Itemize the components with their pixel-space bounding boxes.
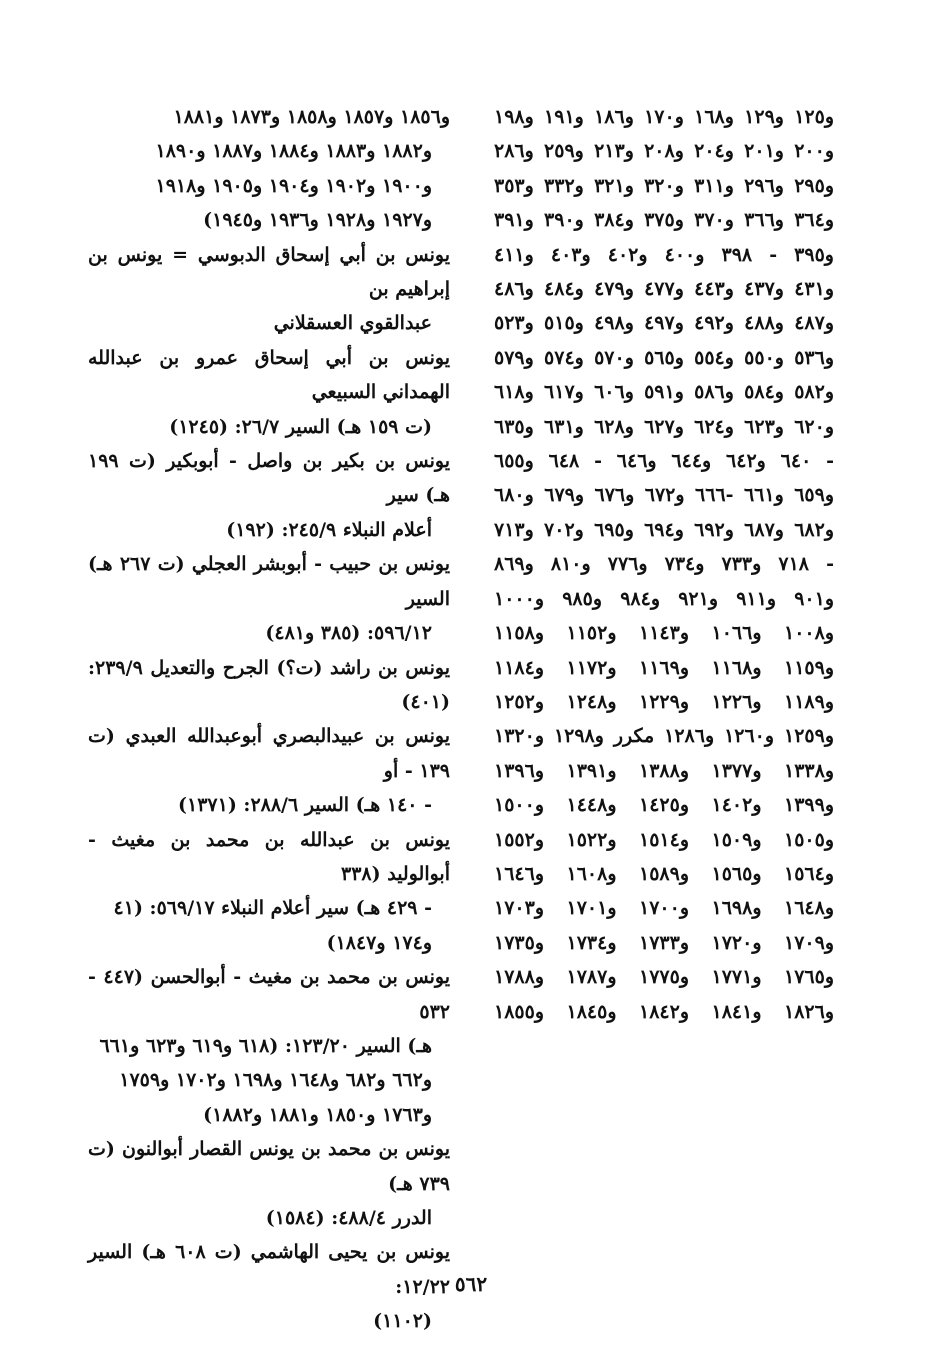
reference-line: و١١٨٩ و١٢٢٦ و١٢٢٩ و١٢٤٨ و١٢٥٢ [494,690,835,713]
reference-line: و١٣٣٨ و١٣٧٧ و١٣٨٨ و١٣٩١ و١٣٩٦ [494,759,835,782]
page-number: ٥٦٢ [454,1272,488,1296]
entry-continuation: و١٧٤ و١٨٤٧) [326,931,432,954]
reference-line: و١٥٦٤ و١٥٦٥ و١٥٨٩ و١٦٠٨ و١٦٤٦ [494,862,835,885]
reference-line: و٢٠٠ و٢٠١ و٢٠٤ و٢٠٨ و٢١٣ و٢٥٩ و٢٨٦ [494,140,834,163]
index-entry [88,238,450,341]
entry-heading: يونس بن أبي إسحاق الدبوسي = يونس بن إبراهيم بن [88,243,450,301]
entry-heading: يونس بن راشد (ت؟) الجرح والتعديل ٢٣٩/٩: (٤٠١) [88,656,450,713]
index-entry [88,100,450,238]
index-entry [88,823,450,961]
reference-line: و١٥٠٥ و١٥٠٩ و١٥١٤ و١٥٢٢ و١٥٥٢ [494,828,835,851]
entry-continuation: (ت ١٥٩ هـ) السير ٢٦/٧: (١٢٤٥) [169,415,432,438]
reference-line: و٢٩٥ و٢٩٦ و٣١١ و٣٢٠ و٣٢١ و٣٣٢ و٣٥٣ [494,174,834,197]
reference-line: و١٧٠٩ و١٧٢٠ و١٧٣٣ و١٧٣٤ و١٧٣٥ [494,931,835,954]
reference-line: و١٢٥ و١٢٩ و١٦٨ و١٧٠ و١٨٦ و١٩١ و١٩٨ [494,106,834,128]
reference-line: و١٢٥٩ و١٢٦٠ و١٢٨٦ مكرر و١٢٩٨ و١٣٢٠ [494,725,835,748]
reference-line: و٦٨٢ و٦٨٧ و٦٩٢ و٦٩٤ و٦٩٥ و٧٠٢ و٧١٣ [494,518,834,541]
index-entry [88,1132,450,1235]
reference-line: و١٠٠٨ و١٠٦٦ و١١٤٣ و١١٥٢ و١١٥٨ [494,622,835,645]
reference-line: و٣٩٥ - ٣٩٨ و٤٠٠ و٤٠٢ و٤٠٣ و٤١١ [494,243,834,266]
entry-continuation: و٦٦٢ و٦٨٢ و١٦٤٨ و١٦٩٨ و١٧٠٢ و١٧٥٩ [119,1069,432,1092]
entry-continuation: و١٩٢٧ و١٩٢٨ و١٩٣٦ و١٩٤٥) [203,209,432,232]
entry-continuation: و١٨٨٢ و١٨٨٣ و١٨٨٤ و١٨٨٧ و١٨٩٠ [155,140,432,163]
entry-heading: يونس بن عبيدالبصري أبوعبدالله العبدي (ت ١٣٩ - أو [88,725,450,782]
entry-heading: يونس بن عبدالله بن محمد بن مغيث - أبوالوليد (٣٣٨ [88,828,450,885]
entry-heading: يونس بن يحيى الهاشمي (ت ٦٠٨ هـ) السير ١٢/٢٢: [88,1241,451,1298]
right-column [494,100,834,1029]
left-column [88,100,450,1339]
reference-line: - ٧١٨ و٧٣٣ و٧٣٤ و٧٧٦ و٨١٠ و٨٦٩ [494,553,834,576]
index-entry [88,960,450,1132]
index-entry [88,547,450,650]
reference-line: و٤٣١ و٤٣٧ و٤٤٣ و٤٧٧ و٤٧٩ و٤٨٤ و٤٨٦ [494,278,834,301]
index-entry [88,719,450,822]
entry-continuation: ٥٩٦/١٢: (٣٨٥ و٤٨١) [265,622,432,645]
entry-heading: يونس بن محمد بن يونس القصار أبوالنون (ت ٧٣٩ هـ) [88,1138,450,1195]
reference-line: - ٦٤٠ و٦٤٢ و٦٤٤ و٦٤٦ - ٦٤٨ و٦٥٥ [494,450,834,473]
entry-heading: يونس بن حبيب - أبوبشر العجلي (ت ٢٦٧ هـ) السير [88,553,450,610]
reference-line: و٦٥٩ و٦٦١ -٦٦٦ و٦٧٢ و٦٧٦ و٦٧٩ و٦٨٠ [494,484,835,507]
index-entry [88,444,450,547]
reference-line: و١٧٦٥ و١٧٧١ و١٧٧٥ و١٧٨٧ و١٧٨٨ [494,966,835,989]
entry-continuation: - ١٤٠ هـ) السير ٢٨٨/٦: (١٣٧١) [177,794,432,817]
reference-line: و٥٣٦ و٥٥٠ و٥٥٤ و٥٦٥ و٥٧٠ و٥٧٤ و٥٧٩ [494,346,834,369]
entry-continuation: هـ) السير ١٢٣/٢٠: (٦١٨ و٦١٩ و٦٢٣ و٦٦١ [99,1034,432,1057]
index-entry [88,651,450,720]
index-entry [88,341,450,444]
reference-line: و٥٨٢ و٥٨٤ و٥٨٦ و٥٩١ و٦٠٦ و٦١٧ و٦١٨ [494,381,834,404]
reference-line: و٣٦٤ و٣٦٦ و٣٧٠ و٣٧٥ و٣٨٤ و٣٩٠ و٣٩١ [494,209,834,232]
entry-continuation: و١٩٠٠ و١٩٠٢ و١٩٠٤ و١٩٠٥ و١٩١٨ [155,174,432,197]
entry-heading: و١٨٥٦ و١٨٥٧ و١٨٥٨ و١٨٧٣ و١٨٨١ [173,106,450,128]
entry-heading: يونس بن أبي إسحاق عمرو بن عبدالله الهمداني السبيعي [88,346,450,404]
entry-heading: يونس بن بكير بن واصل - أبوبكير (ت ١٩٩ هـ) سير [88,450,450,507]
reference-line: و١٦٤٨ و١٦٩٨ و١٧٠٠ و١٧٠١ و١٧٠٣ [494,897,835,920]
reference-line: و٩٠١ و٩١١ و٩٢١ و٩٨٤ و٩٨٥ و١٠٠٠ [494,587,835,610]
reference-line: و٦٢٠ و٦٢٣ و٦٢٤ و٦٢٧ و٦٢٨ و٦٣١ و٦٣٥ [494,415,834,438]
entry-continuation: عبدالقوي العسقلاني [273,312,432,335]
entry-continuation: و١٧٦٣ و١٨٥٠ و١٨٨١ و١٨٨٢) [203,1103,432,1126]
entry-heading: يونس بن محمد بن مغيث - أبوالحسن (٤٤٧ - ٥٣٢ [88,966,450,1023]
entry-continuation: أعلام النبلاء ٢٤٥/٩: (١٩٢) [226,518,432,541]
reference-line: و١٣٩٩ و١٤٠٢ و١٤٢٥ و١٤٤٨ و١٥٠٠ [494,794,835,817]
reference-line: و١٨٢٦ و١٨٤١ و١٨٤٢ و١٨٤٥ و١٨٥٥ [494,1000,835,1023]
entry-continuation: - ٤٢٩ هـ) سير أعلام النبلاء ٥٦٩/١٧: (٤١ [113,897,432,920]
entry-continuation: الدرر ٤٨٨/٤: (١٥٨٤) [265,1207,432,1229]
reference-line: و١١٥٩ و١١٦٨ و١١٦٩ و١١٧٢ و١١٨٤ [494,656,835,679]
reference-line: و٤٨٧ و٤٨٨ و٤٩٢ و٤٩٧ و٤٩٨ و٥١٥ و٥٢٣ [494,312,834,335]
entry-continuation: (١١٠٢) [373,1310,432,1333]
